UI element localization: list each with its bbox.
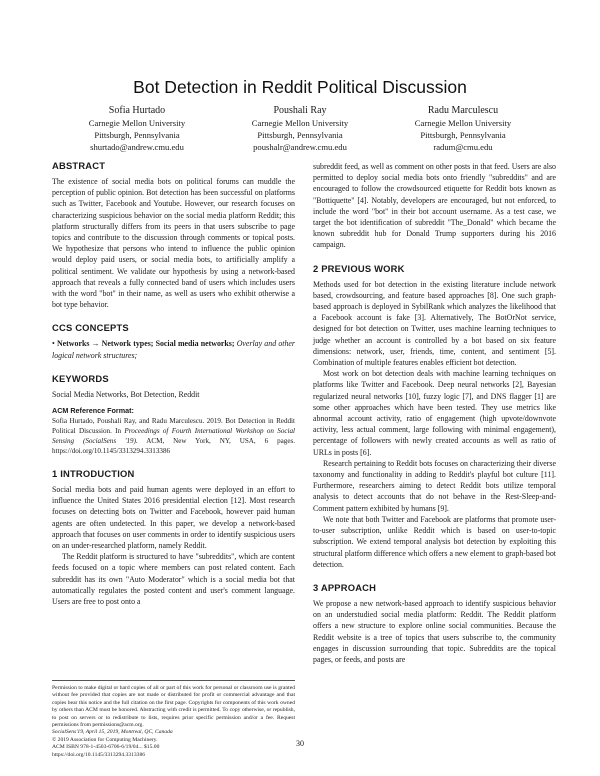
right-column (313, 161, 556, 665)
author-email: radum@cmu.edu (433, 142, 493, 152)
ref-text-b: ACM, New York, NY, USA, 6 pages. https://doi.org/10.1145/3313294.3313386 (52, 437, 296, 456)
intro-p1: Social media bots and paid human agents were deployed in an effort to influence the United States 2016 presidential election [12]. Most research focuses on detecting bots on Twitter and Facebook, however paid human agents are often undetected. In this paper, we develop a network-based approach that focuses on user comments in order to identify suspicious users on an under-researched platform, namely Reddit. (52, 485, 295, 551)
intro-heading: 1 INTRODUCTION (52, 468, 135, 480)
keywords-heading: KEYWORDS (52, 372, 109, 384)
author-location: Pittsburgh, Pennsylvania (420, 130, 506, 140)
author-location: Pittsburgh, Pennsylvania (257, 130, 343, 140)
approach-heading: 3 APPROACH (313, 581, 377, 593)
ref-italic: Proceedings of Fourth International Workshop on Social Sensing (SocialSens '19). (52, 427, 296, 446)
permission-text: Permission to make digital or hard copies of all or part of this work for personal or classroom use is granted without fee provided that copies are not made or distributed for profit or commercial advantage and that copies bear this notice and the full citation on the first page. Copyrights for components of this work owned by others than ACM must be honored. Abstracting with credit is permitted. To copy otherwise, or republish, to post on servers or to redistribute to lists, requires prior specific permission and/or a fee. Request permissions from permissions@acm.org. (52, 685, 295, 729)
ccs-bullet: • (52, 339, 55, 349)
author-affiliation: Carnegie Mellon University (251, 118, 349, 128)
author-name: Radu Marculescu (427, 105, 499, 116)
abstract-heading: ABSTRACT (52, 160, 106, 171)
intro-continued: subreddit feed, as well as comment on other posts in that feed. Users are also permitted to deploy social media bots onto friendly "subreddits" and are encouraged to follow the crowdsourced etiquette for Reddit bots known as "Bottiquette" [4]. Notably, developers are encouraged, but not enforced, to include the word "bot" in their bot account username. As a test case, we target the bot identification of subreddit "The_Donald" which became the known subreddit hub for Donald Trump supporters during his 2016 campaign. (313, 162, 556, 250)
previous-work-p1: Methods used for bot detection in the existing literature include network based, crowdsourcing, and feature based approaches [8]. One such graph-based approach is deployed in SybilRank which analyzes the likelihood that a Facebook account is fake [3]. Alternatively, The BotOrNot service, designed for bot detection on Twitter, uses machine learning techniques to judge whether an account is controlled by a bot based on six feature dimensions: network, user, friends, time, content, and sentiment [5]. Combination of multiple features enables efficient bot detection. (313, 279, 556, 368)
author-affiliation: Carnegie Mellon University (414, 118, 512, 128)
approach-p1: We propose a new network-based approach to identify suspicious behavior on an understudied social media platform: Reddit. The Reddit platform offers a new structure to explore online social communities. Because the Reddit website is a tree of topics that users subscribe to, the community engages in discussion surrounding that topic. Subreddits are the topical pages, or feeds, and posts are (313, 598, 556, 664)
ccs-italic: Overlay and other logical network structures; (52, 339, 295, 360)
ccs-bold: Networks → Network types; Social media networks; (56, 339, 235, 349)
ref-text-a: Sofia Hurtado, Poushali Ray, and Radu Marculescu. 2019. Bot Detection in Reddit Political Discussion. In (52, 417, 295, 436)
author-affiliation: Carnegie Mellon University (88, 118, 186, 128)
reference-format-text (52, 416, 295, 456)
previous-work-heading: 2 PREVIOUS WORK (313, 262, 405, 274)
author-email: poushalr@andrew.cmu.edu (253, 142, 347, 152)
previous-work-p4: We note that both Twitter and Facebook are platforms that promote user-to-user subscription, unlike Reddit which is based on user-to-topic subscription. We extend temporal analysis bot detection by exploiting this structural platform difference which offers a new element to graph-based bot detection. (313, 514, 556, 569)
intro-p2: The Reddit platform is structured to have "subreddits", which are content feeds focused on a topic where members can post related content. Each subreddit has its own "Auto Moderator" which is a social media bot that automatically regulates the posted content and user's comment language. Users are free to post onto a (52, 552, 295, 607)
previous-work-p3: Research pertaining to Reddit bots focuses on characterizing their diverse taxonomy and functionality in adding to Reddit's playful bot culture [11]. Furthermore, researchers aiming to detect Reddit bots utilize temporal analysis to detect accounts that do not behave in the Rest-Sleep-and-Comment pattern exhibited by humans [9]. (313, 458, 556, 513)
author-location: Pittsburgh, Pennsylvania (94, 130, 180, 140)
copyright-line: © 2019 Association for Computing Machinery. (52, 736, 158, 743)
left-column (52, 160, 295, 607)
previous-work-p2: Most work on bot detection deals with machine learning techniques on platforms like Twitter and Facebook. Deep neural networks [2], Bayesian regularized neural networks [10], fuzzy logic [7], and DNS flagger [1] are some other approaches which have been tested. They use metrics like abnormal account activity, ratio of engagement (high upvote/downvote activity, less actual comment, large following with minimal engagement), percentage of followers with newly created accounts as well as ratio of URLs in posts [6]. (313, 369, 556, 457)
abstract-text: The existence of social media bots on political forums can muddle the perception of public opinion. Bot detection has been successful on platforms such as Twitter, Facebook and Youtube. However, our research focuses on characterizing suspicious behavior on the social media platform Reddit; this platform structurally differs from its peers in that users subscribe to page topics and contribute to the discussion through comments or topical posts. We hypothesize that persons who intend to influence the public opinion would deploy paid users, or social media bots, to artificially amplify a political sentiment. We validate our hypothesis by using a network-based approach that reveals a fully connected band of users which includes users with the word "bot" in their name, as well as users who exhibit otherwise a bot type behavior. (52, 177, 295, 310)
author-name: Poushali Ray (273, 105, 327, 116)
isbn-line: ACM ISBN 978-1-4503-6706-6/19/04... $15.00 (52, 744, 160, 751)
author-email: shurtado@andrew.cmu.edu (90, 142, 184, 152)
keywords-text: Social Media Networks, Bot Detection, Reddit (52, 389, 200, 399)
doi-line: https://doi.org/10.1145/3313294.3313386 (52, 751, 146, 758)
author-name: Sofia Hurtado (108, 105, 166, 116)
paper-title: Bot Detection in Reddit Political Discussion (133, 77, 467, 97)
author-block (378, 104, 548, 153)
reference-format-heading: ACM Reference Format: (52, 406, 134, 416)
author-block (215, 104, 385, 153)
author-block (52, 104, 222, 153)
ccs-concepts (52, 338, 295, 360)
ccs-heading: CCS CONCEPTS (52, 322, 129, 334)
conference-line: SocialSens'19, April 15, 2019, Montreal, QC, Canada (52, 729, 173, 736)
page-number: 30 (296, 739, 304, 748)
